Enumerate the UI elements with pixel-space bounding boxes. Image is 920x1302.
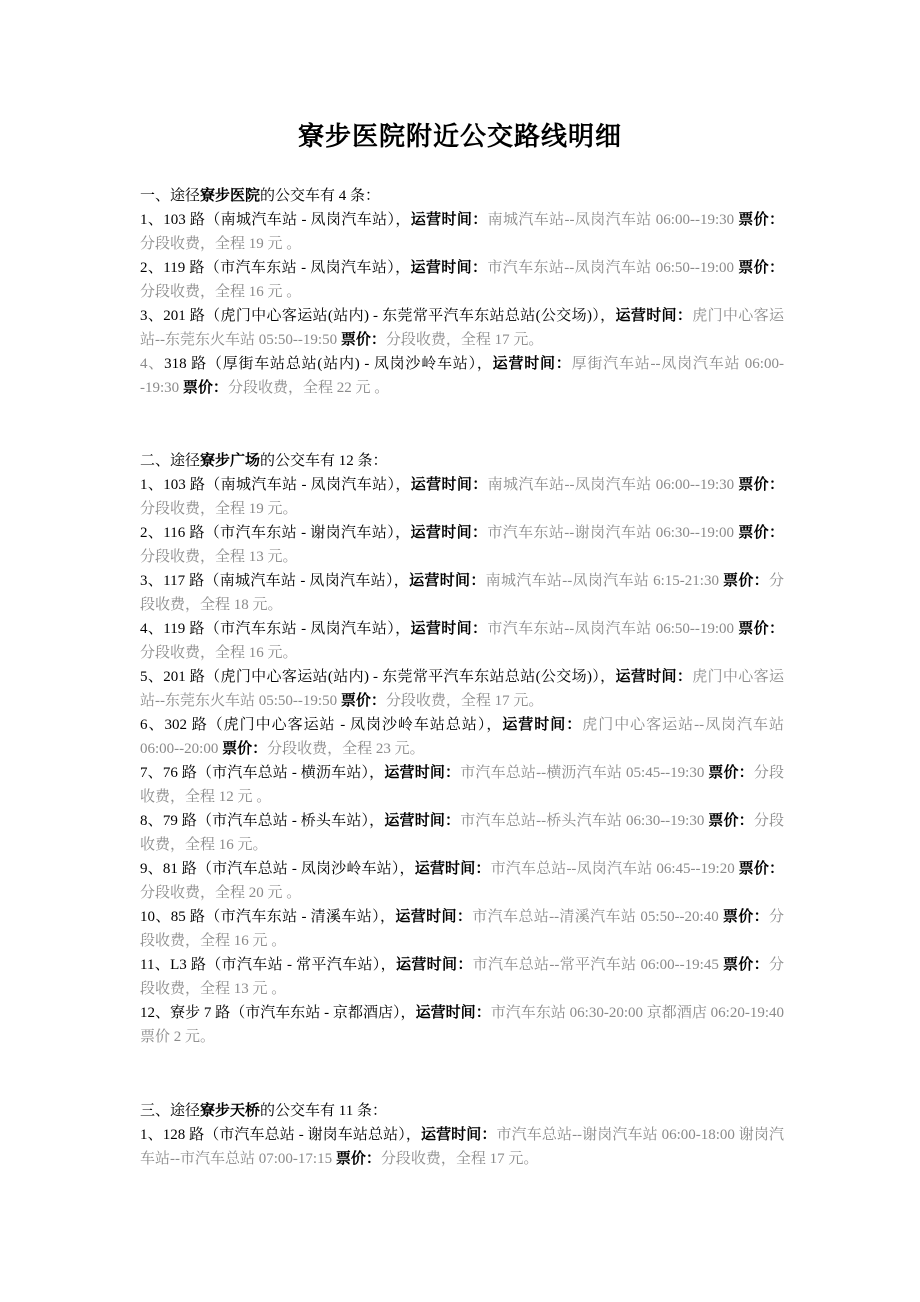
field-label: 票价： xyxy=(722,909,769,925)
bus-route-entry xyxy=(140,857,784,905)
detail-text: 分段收费，全程 17 元。 xyxy=(385,693,544,709)
field-label: 票价： xyxy=(738,260,784,276)
field-label: 运营时间： xyxy=(615,308,693,324)
field-label: 票价： xyxy=(708,765,754,781)
bus-route-entry xyxy=(140,304,784,352)
field-label: 票价： xyxy=(738,621,784,637)
field-label: 票价： xyxy=(738,212,784,228)
bus-route-entry xyxy=(140,256,784,304)
field-label: 票价： xyxy=(722,957,769,973)
section-heading xyxy=(140,1099,784,1123)
detail-text: 市汽车东站--凤岗汽车站 06:50--19:00 xyxy=(487,621,739,637)
route-text: 5、201 路（虎门中心客运站(站内) - 东莞常平汽车东站总站(公交场)）， xyxy=(140,669,616,685)
bus-route-entry xyxy=(140,713,784,761)
field-label: 票价： xyxy=(340,332,386,348)
section-hospital xyxy=(140,184,784,400)
detail-text: 虎门中心客运站--东莞东火车站 05:50--19:50 xyxy=(140,669,784,709)
detail-text: 分段收费，全程 17 元。 xyxy=(385,332,544,348)
field-label: 运营时间： xyxy=(395,909,473,925)
bus-route-entry xyxy=(140,473,784,521)
field-label: 运营时间： xyxy=(492,356,572,372)
bus-route-entry xyxy=(140,905,784,953)
field-label: 票价： xyxy=(708,813,754,829)
field-label: 票价： xyxy=(182,380,228,396)
route-text: 2、116 路（市汽车东站 - 谢岗汽车站）， xyxy=(140,525,411,541)
detail-text: 市汽车东站--谢岗汽车站 06:30--19:00 xyxy=(487,525,739,541)
field-label: 运营时间： xyxy=(414,861,491,877)
bus-route-entry xyxy=(140,1001,784,1049)
detail-text: 市汽车总站--清溪汽车站 05:50--20:40 xyxy=(472,909,723,925)
field-label: 票价： xyxy=(723,573,769,589)
detail-text: 分段收费，全程 13 元。 xyxy=(140,549,298,565)
route-text: 10、85 路（市汽车东站 - 清溪车站）， xyxy=(140,909,396,925)
detail-text: 分段收费，全程 12 元 。 xyxy=(140,765,784,805)
detail-text: 分段收费，全程 16 元。 xyxy=(140,813,784,853)
field-label: 运营时间： xyxy=(384,765,461,781)
bus-route-entry xyxy=(140,761,784,809)
detail-text: 分段收费，全程 13 元 。 xyxy=(140,957,784,997)
field-label: 寮步天桥 xyxy=(200,1103,261,1119)
field-label: 运营时间： xyxy=(384,813,461,829)
field-label: 运营时间： xyxy=(410,260,488,276)
field-label: 票价： xyxy=(738,525,784,541)
bus-route-entry xyxy=(140,809,784,857)
bus-route-entry xyxy=(140,665,784,713)
route-text: 的公交车有 12 条： xyxy=(260,453,388,469)
detail-text: 虎门中心客运站--凤岗汽车站 06:00--20:00 xyxy=(140,717,785,757)
detail-text: 分段收费，全程 23 元。 xyxy=(267,741,425,757)
route-text: 318 路（厚街车站总站(站内) - 凤岗沙岭车站）， xyxy=(164,356,493,372)
detail-text: 市汽车总站--横沥汽车站 05:45--19:30 xyxy=(460,765,709,781)
route-text: 二、途径 xyxy=(140,453,201,469)
detail-text: 分段收费，全程 16 元 。 xyxy=(140,909,784,949)
route-text: 的公交车有 11 条： xyxy=(260,1103,387,1119)
bus-route-entry xyxy=(140,521,784,569)
route-text: 9、81 路（市汽车总站 - 凤岗沙岭车站）， xyxy=(140,861,415,877)
route-text: 3、117 路（南城汽车站 - 凤岗汽车站）， xyxy=(140,573,410,589)
route-text: 1、128 路（市汽车总站 - 谢岗车站总站）， xyxy=(140,1127,421,1143)
route-text: 1、103 路（南城汽车站 - 凤岗汽车站）， xyxy=(140,477,411,493)
detail-text: 厚街汽车站--凤岗汽车站 06:00--19:30 xyxy=(140,356,784,396)
route-text: 7、76 路（市汽车总站 - 横沥车站）， xyxy=(140,765,385,781)
route-text: 12、寮步 7 路（市汽车东站 - 京都酒店）， xyxy=(140,1005,416,1021)
section-heading xyxy=(140,449,784,473)
route-text: 3、201 路（虎门中心客运站(站内) - 东莞常平汽车东站总站(公交场)）， xyxy=(140,308,616,324)
bus-route-entry xyxy=(140,617,784,665)
field-label: 运营时间： xyxy=(415,1005,491,1021)
section-bridge xyxy=(140,1099,784,1171)
detail-text: 分段收费，全程 18 元。 xyxy=(140,573,784,613)
field-label: 运营时间： xyxy=(502,717,583,733)
field-label: 运营时间： xyxy=(420,1127,497,1143)
route-text: 1、103 路（南城汽车站 - 凤岗汽车站）， xyxy=(140,212,411,228)
detail-text: 市汽车总站--常平汽车站 06:00--19:45 xyxy=(472,957,723,973)
bus-route-entry xyxy=(140,569,784,617)
detail-text: 虎门中心客运站--东莞东火车站 05:50--19:50 xyxy=(140,308,784,348)
detail-text: 市汽车总站--谢岗汽车站 06:00-18:00 谢岗汽车站--市汽车总站 07:00-17:15 xyxy=(140,1127,784,1167)
detail-text: 南城汽车站--凤岗汽车站 06:00--19:30 xyxy=(487,477,739,493)
page-title: 寮步医院附近公交路线明细 xyxy=(297,122,622,151)
field-label: 票价： xyxy=(222,741,268,757)
detail-text: 市汽车东站--凤岗汽车站 06:50--19:00 xyxy=(487,260,739,276)
field-label: 运营时间： xyxy=(410,212,488,228)
route-text: 6、302 路（虎门中心客运站 - 凤岗沙岭车站总站）， xyxy=(140,717,503,733)
section-square xyxy=(140,449,784,1049)
section-heading xyxy=(140,184,784,208)
route-text: 4、119 路（市汽车东站 - 凤岗汽车站）， xyxy=(140,621,411,637)
route-text: 一、途径 xyxy=(140,188,201,204)
route-text: 8、79 路（市汽车总站 - 桥头车站）， xyxy=(140,813,385,829)
detail-text: 4、 xyxy=(140,356,165,372)
detail-text: 市汽车东站 06:30-20:00 京都酒店 06:20-19:40 票价 2 元。 xyxy=(140,1005,784,1045)
bus-route-entry xyxy=(140,352,784,400)
detail-text: 分段收费，全程 19 元 。 xyxy=(140,236,302,252)
bus-route-entry xyxy=(140,1123,784,1171)
detail-text: 南城汽车站--凤岗汽车站 6:15-21:30 xyxy=(485,573,724,589)
detail-text: 分段收费，全程 22 元 。 xyxy=(227,380,390,396)
field-label: 运营时间： xyxy=(410,621,488,637)
detail-text: 分段收费，全程 16 元 。 xyxy=(140,284,302,300)
detail-text: 分段收费，全程 20 元 。 xyxy=(140,885,302,901)
field-label: 运营时间： xyxy=(395,957,473,973)
field-label: 运营时间： xyxy=(410,477,488,493)
field-label: 票价： xyxy=(738,477,784,493)
detail-text: 分段收费，全程 17 元。 xyxy=(380,1151,539,1167)
field-label: 寮步广场 xyxy=(200,453,261,469)
field-label: 运营时间： xyxy=(615,669,693,685)
field-label: 票价： xyxy=(340,693,386,709)
field-label: 运营时间： xyxy=(409,573,486,589)
route-text: 11、L3 路（市汽车站 - 常平汽车站）， xyxy=(140,957,396,973)
route-text: 三、途径 xyxy=(140,1103,201,1119)
detail-text: 分段收费，全程 16 元。 xyxy=(140,645,298,661)
detail-text: 市汽车总站--桥头汽车站 06:30--19:30 xyxy=(460,813,709,829)
bus-route-entry xyxy=(140,208,784,256)
route-text: 2、119 路（市汽车东站 - 凤岗汽车站）， xyxy=(140,260,411,276)
field-label: 票价： xyxy=(335,1151,381,1167)
bus-route-entry xyxy=(140,953,784,1001)
detail-text: 分段收费，全程 19 元。 xyxy=(140,501,298,517)
detail-text: 南城汽车站--凤岗汽车站 06:00--19:30 xyxy=(487,212,739,228)
field-label: 寮步医院 xyxy=(200,188,261,204)
route-text: 的公交车有 4 条： xyxy=(260,188,381,204)
field-label: 票价： xyxy=(738,861,784,877)
detail-text: 市汽车总站--凤岗汽车站 06:45--19:20 xyxy=(490,861,739,877)
field-label: 运营时间： xyxy=(410,525,488,541)
